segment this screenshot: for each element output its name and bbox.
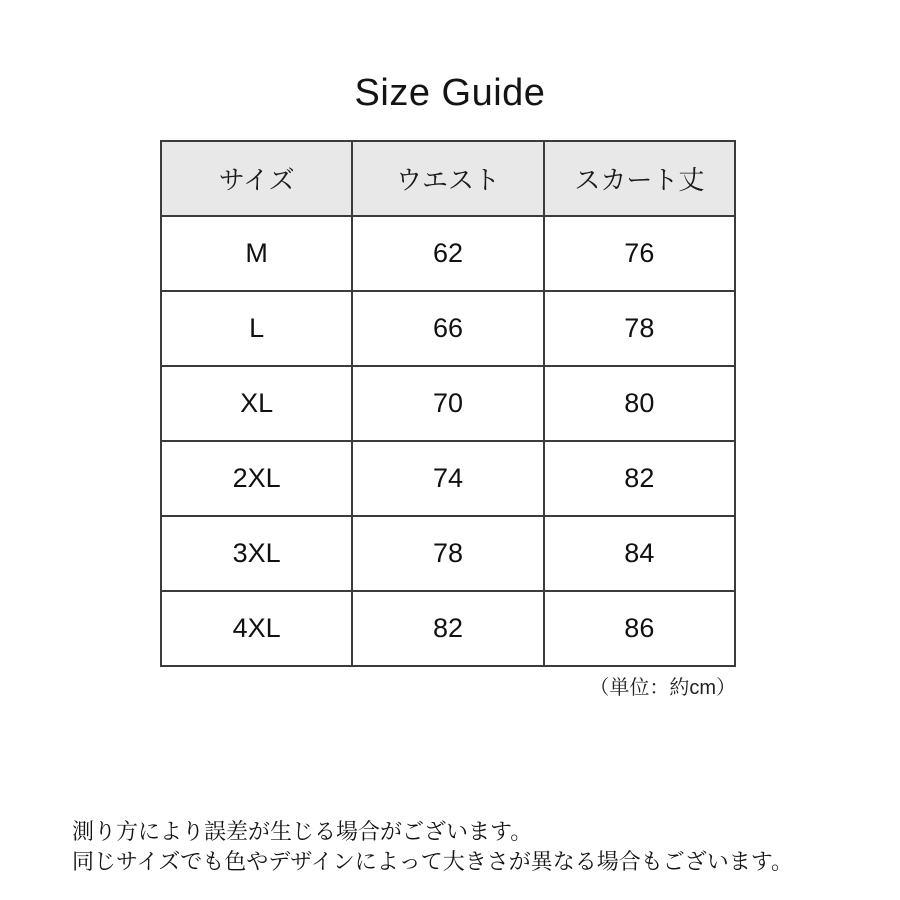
unit-note: （単位：約cm） [589,677,736,699]
table-row [161,291,735,366]
disclaimer-line-1: 測り方により誤差が生じる場合がございます。 [72,819,533,844]
cell-size: XL [161,366,352,441]
table-row [161,366,735,441]
cell-waist: 74 [352,441,543,516]
disclaimer-line-2: 同じサイズでも色やデザインによって大きさが異なる場合もございます。 [72,849,793,874]
cell-waist: 66 [352,291,543,366]
cell-size: 3XL [161,516,352,591]
cell-skirt-length: 78 [544,291,735,366]
table-row [161,216,735,291]
cell-skirt-length: 76 [544,216,735,291]
cell-size: M [161,216,352,291]
page-title: Size Guide [354,72,546,114]
table-row [161,441,735,516]
cell-waist: 62 [352,216,543,291]
col-header-skirt-length: スカート丈 [544,141,735,216]
cell-size: L [161,291,352,366]
cell-waist: 82 [352,591,543,666]
cell-size: 4XL [161,591,352,666]
col-header-waist: ウエスト [352,141,543,216]
table-row [161,591,735,666]
disclaimer [72,817,793,877]
size-guide-table [160,140,736,667]
cell-waist: 70 [352,366,543,441]
cell-waist: 78 [352,516,543,591]
cell-skirt-length: 80 [544,366,735,441]
table-row [161,516,735,591]
table-header-row [161,141,735,216]
col-header-size: サイズ [161,141,352,216]
cell-size: 2XL [161,441,352,516]
cell-skirt-length: 84 [544,516,735,591]
cell-skirt-length: 86 [544,591,735,666]
cell-skirt-length: 82 [544,441,735,516]
